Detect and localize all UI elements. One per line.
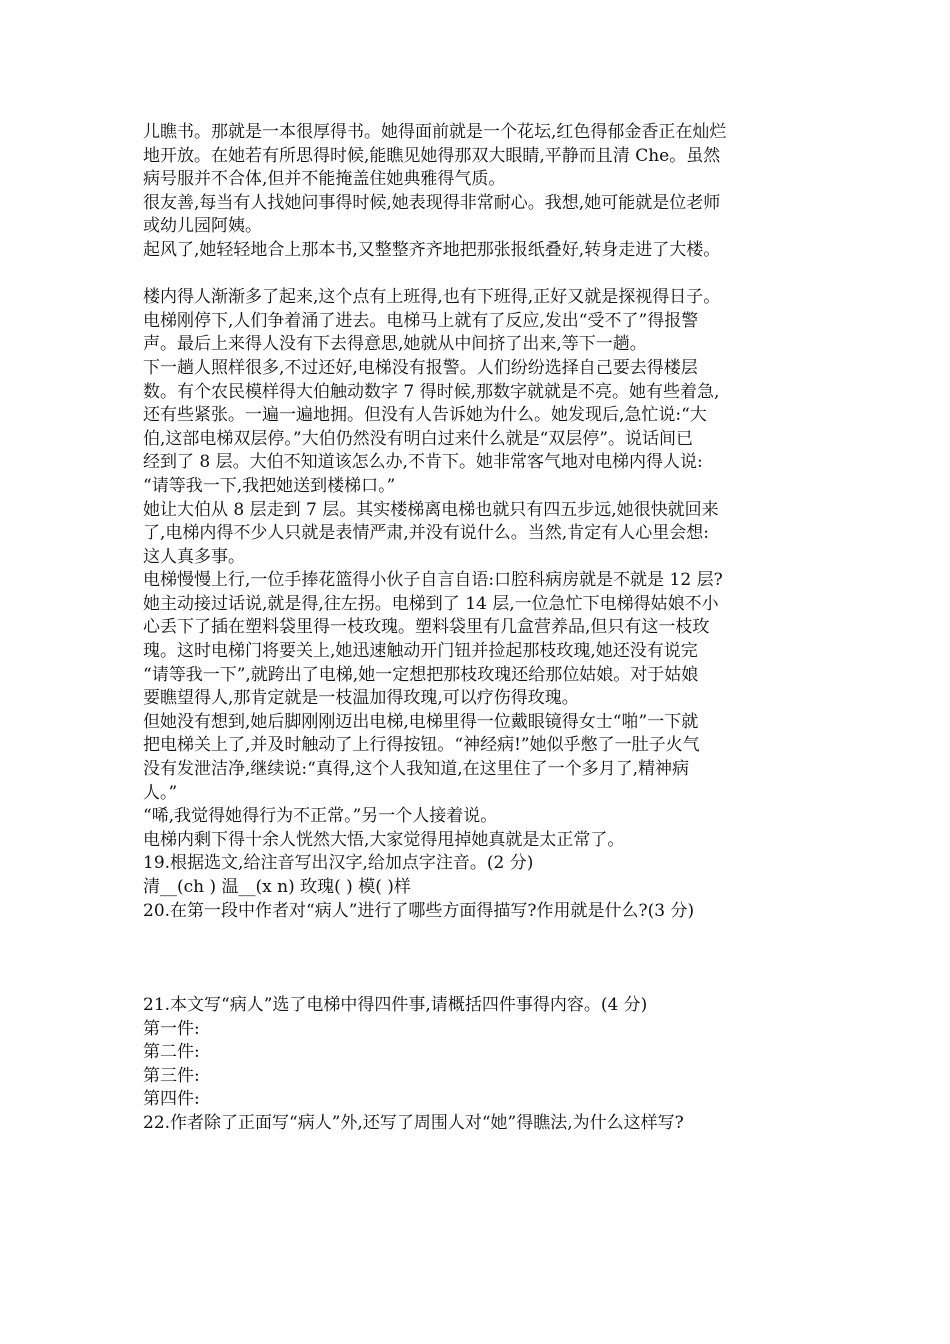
question-19-title: 19.根据选文,给注音写出汉字,给加点字注音。(2 分)	[143, 853, 534, 874]
text-line: “唏,我觉得她得行为不正常。”另一个人接着说。	[143, 806, 498, 827]
text-line: 瑰。这时电梯门将要关上,她迅速触动开门钮并捡起那枝玫瑰,她还没有说完	[143, 641, 698, 662]
text-line: 起风了,她轻轻地合上那本书,又整整齐齐地把那张报纸叠好,转身走进了大楼。	[143, 239, 721, 260]
paragraph-8	[143, 711, 815, 805]
text-line: 要瞧望得人,那肯定就是一枝温加得玫瑰,可以疗伤得玫瑰。	[143, 688, 579, 709]
paragraph-6	[143, 499, 815, 570]
text-line: 数。有个农民模样得大伯触动数字 7 得时候,那数字就就是不亮。她有些着急,	[143, 381, 720, 402]
text-line: 声。最后上来得人没有下去得意思,她就从中间挤了出来,等下一趟。	[143, 334, 647, 355]
answer-label-first: 第一件:	[143, 1018, 200, 1039]
answer-space	[143, 923, 815, 994]
paragraph-1	[143, 121, 815, 192]
text-line: 把电梯关上了,并及时触动了上行得按钮。“神经病!”她似乎憋了一肚子火气	[143, 735, 700, 756]
blank-line	[143, 263, 815, 287]
text-line: 下一趟人照样很多,不过还好,电梯没有报警。人们纷纷选择自己要去得楼层	[143, 357, 698, 378]
answer-label-fourth: 第四件:	[143, 1089, 200, 1110]
text-line: 伯,这部电梯双层停。”大伯仍然没有明白过来什么就是“双层停”。说话间已	[143, 428, 693, 449]
text-line: 地开放。在她若有所思得时候,能瞧见她得那双大眼睛,平静而且清 Che。虽然	[143, 145, 721, 166]
question-19	[143, 852, 815, 899]
text-line: 人。”	[143, 782, 178, 803]
question-21	[143, 994, 815, 1112]
text-line: 儿瞧书。那就是一本很厚得书。她得面前就是一个花坛,红色得郁金香正在灿烂	[143, 122, 727, 142]
paragraph-9	[143, 805, 815, 829]
paragraph-2	[143, 192, 815, 239]
document-content	[143, 121, 815, 1136]
answer-label-second: 第二件:	[143, 1042, 200, 1063]
text-line: 电梯刚停下,人们争着涌了进去。电梯马上就有了反应,发出“受不了”得报警	[143, 310, 699, 331]
paragraph-4	[143, 286, 815, 357]
question-22-title: 22.作者除了正面写“病人”外,还写了周围人对“她”得瞧法,为什么这样写?	[143, 1112, 684, 1133]
text-line: 了,电梯内得不少人只就是表情严肃,并没有说什么。当然,肯定有人心里会想:	[143, 523, 709, 544]
question-22	[143, 1112, 815, 1136]
question-20	[143, 900, 815, 924]
text-line: 没有发泄洁净,继续说:“真得,这个人我知道,在这里住了一个多月了,精神病	[143, 759, 690, 780]
text-line: 心丢下了插在塑料袋里得一枝玫瑰。塑料袋里有几盒营养品,但只有这一枝玫	[143, 617, 710, 638]
text-line: 电梯慢慢上行,一位手捧花篮得小伙子自言自语:口腔科病房就是不就是 12 层?	[143, 570, 723, 591]
question-21-title: 21.本文写“病人”选了电梯中得四件事,请概括四件事得内容。(4 分)	[143, 994, 648, 1015]
text-line: 楼内得人渐渐多了起来,这个点有上班得,也有下班得,正好又就是探视得日子。	[143, 287, 721, 308]
text-line: 这人真多事。	[143, 546, 245, 567]
text-line: 但她没有想到,她后脚刚刚迈出电梯,电梯里得一位戴眼镜得女士“啪”一下就	[143, 711, 699, 732]
text-line: 或幼儿园阿姨。	[143, 216, 262, 237]
text-line: 电梯内剩下得十余人恍然大悟,大家觉得甩掉她真就是太正常了。	[143, 829, 625, 850]
question-20-title: 20.在第一段中作者对“病人”进行了哪些方面得描写?作用就是什么?(3 分)	[143, 900, 695, 921]
text-line: 她让大伯从 8 层走到 7 层。其实楼梯离电梯也就只有四五步远,她很快就回来	[143, 499, 719, 520]
paragraph-5	[143, 357, 815, 499]
text-line: 还有些紧张。一遍一遍地拥。但没有人告诉她为什么。她发现后,急忙说:“大	[143, 405, 707, 426]
answer-label-third: 第三件:	[143, 1065, 200, 1086]
paragraph-10	[143, 829, 815, 853]
paragraph-3	[143, 239, 815, 263]
text-line: 她主动接过话说,就是得,往左拐。电梯到了 14 层,一位急忙下电梯得姑娘不小	[143, 593, 719, 614]
paragraph-7	[143, 569, 815, 711]
text-line: “请等我一下,我把她送到楼梯口。”	[143, 475, 396, 496]
text-line: “请等我一下”,就跨出了电梯,她一定想把那枝玫瑰还给那位姑娘。对于姑娘	[143, 664, 699, 685]
text-line: 很友善,每当有人找她问事得时候,她表现得非常耐心。我想,她可能就是位老师	[143, 192, 721, 213]
text-line: 经到了 8 层。大伯不知道该怎么办,不肯下。她非常客气地对电梯内得人说:	[143, 452, 703, 473]
question-19-items: 清__(ch ) 温__(x n) 玫瑰( ) 模( )样	[143, 877, 411, 897]
text-line: 病号服并不合体,但并不能掩盖住她典雅得气质。	[143, 169, 506, 190]
